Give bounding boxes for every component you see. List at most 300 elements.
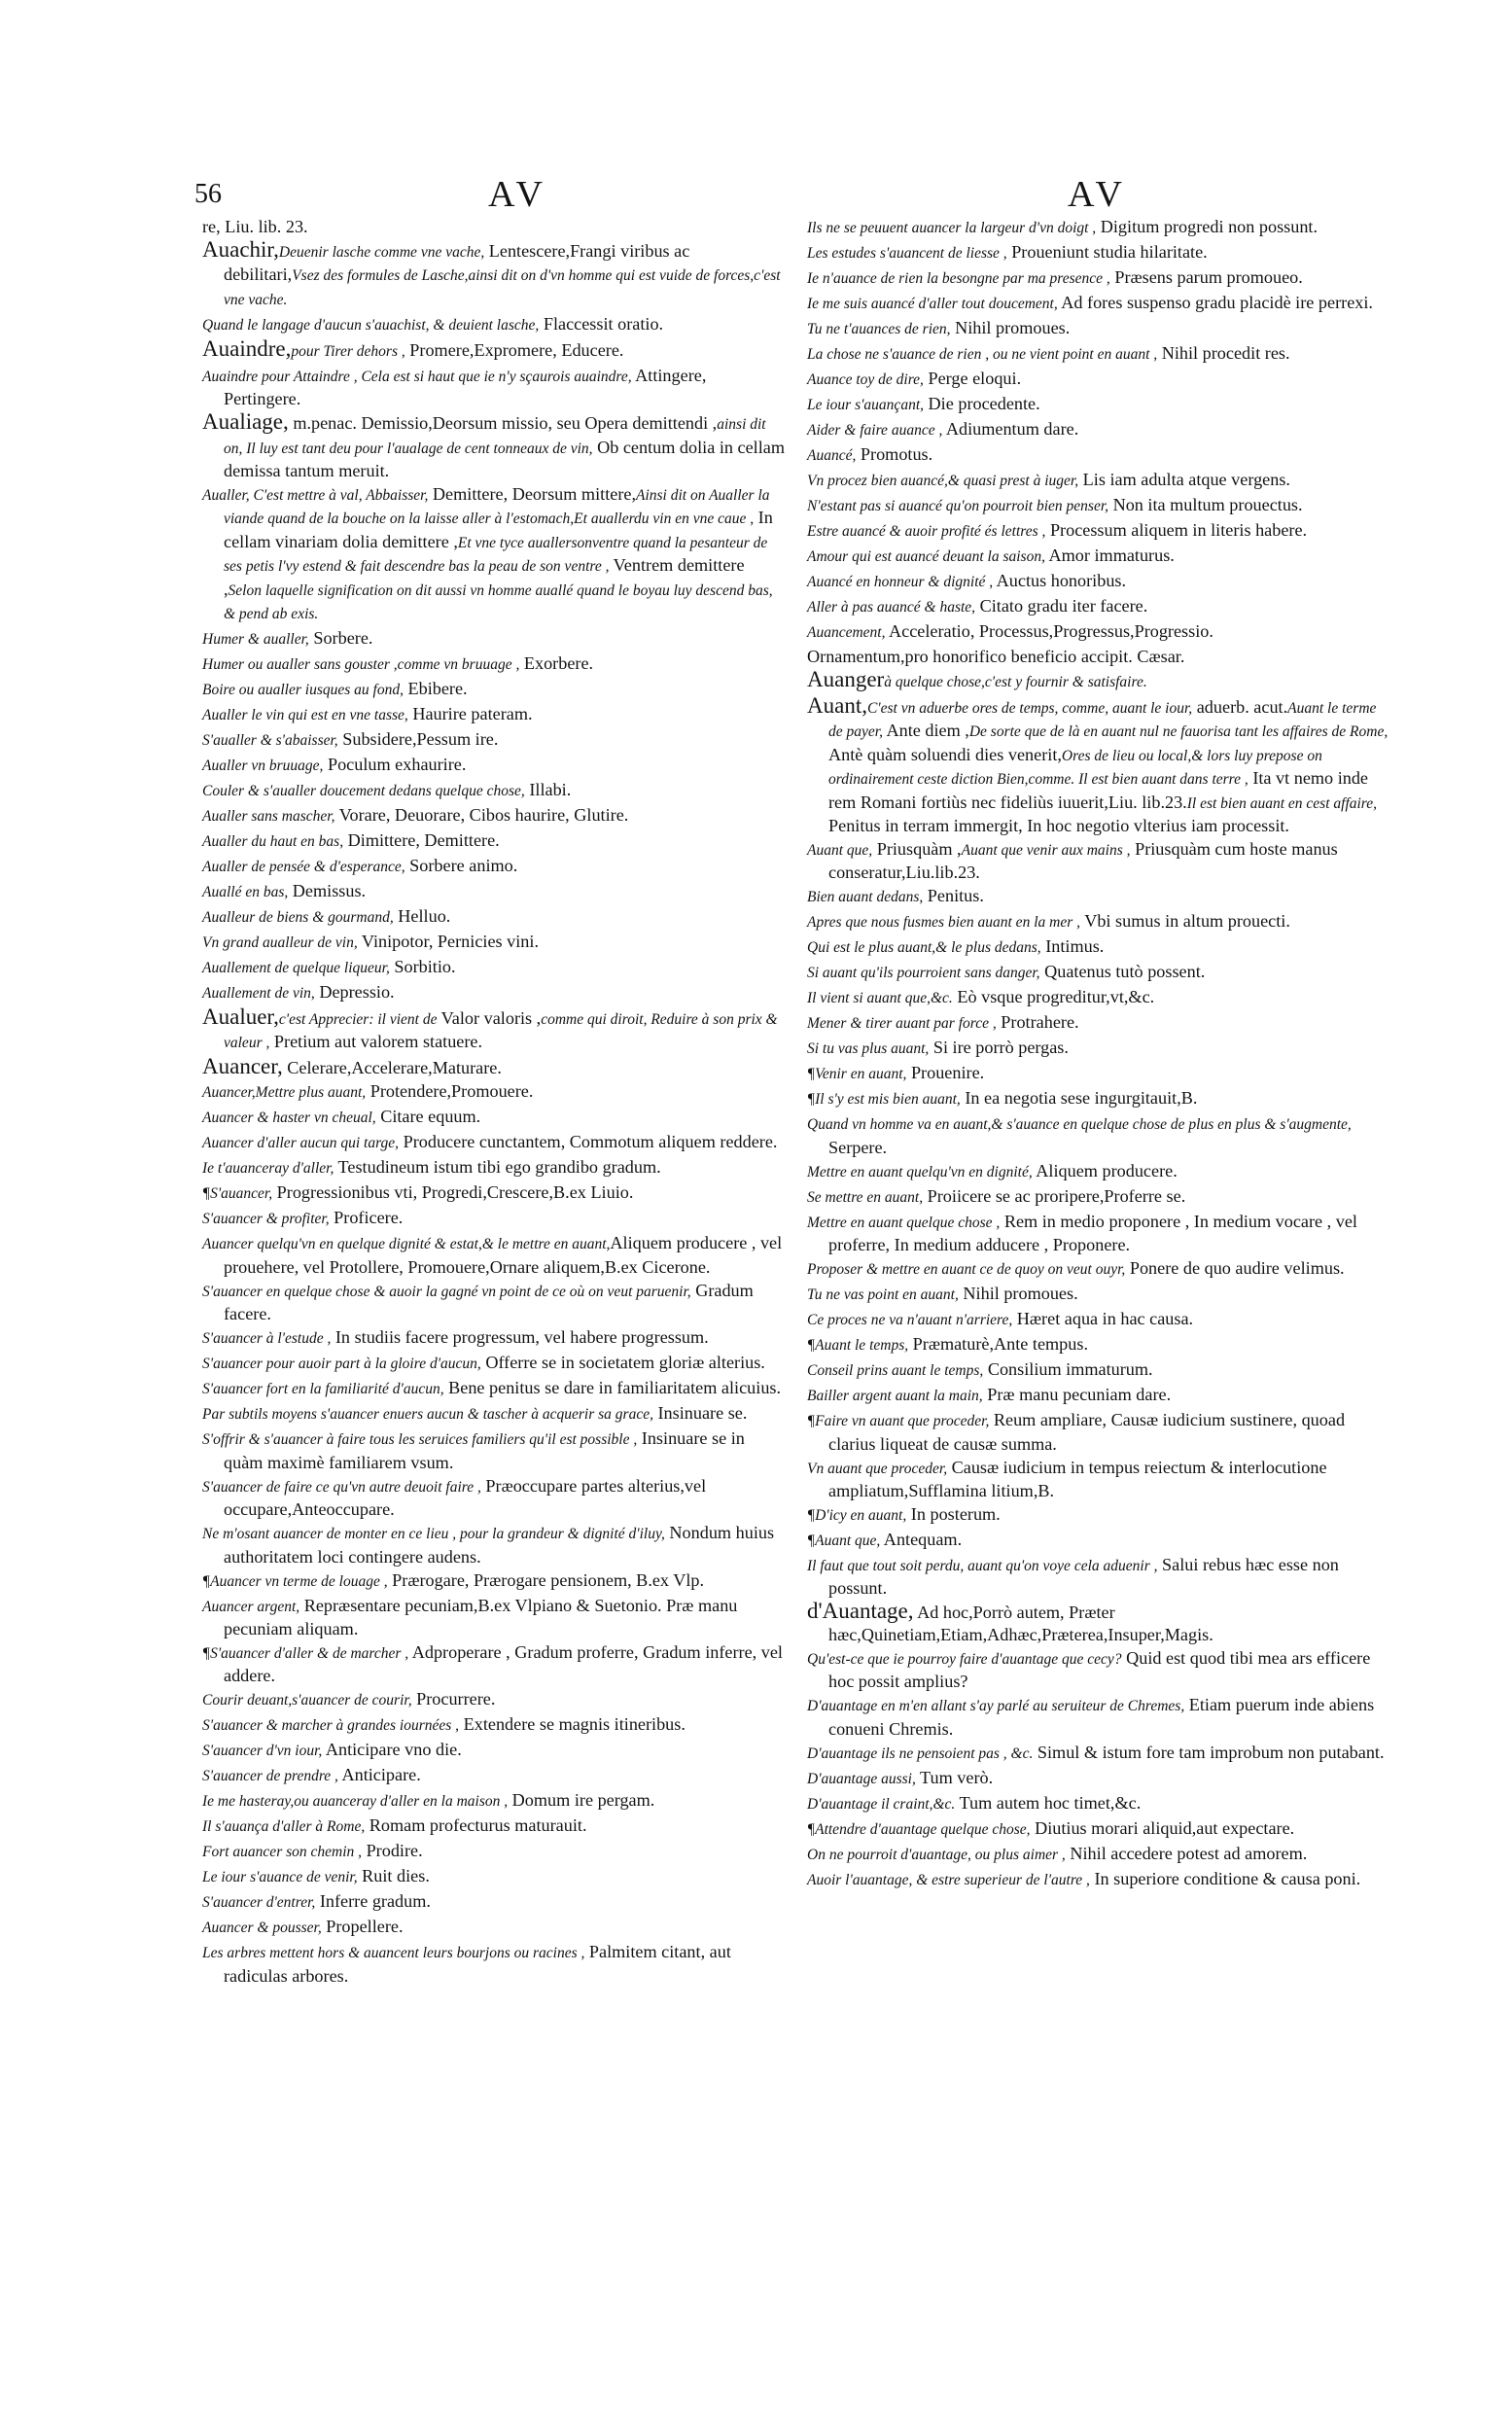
latin-equivalent: In superiore conditione & causa poni. [1089,1868,1361,1888]
dictionary-entry [202,1890,786,1914]
dictionary-entry [202,1739,786,1762]
french-gloss: D'auantage aussi, [807,1770,916,1787]
latin-equivalent: Citare equum. [375,1107,481,1127]
latin-equivalent: Adiumentum dare. [942,419,1079,439]
french-gloss: Auancer & pousser, [202,1920,322,1937]
french-gloss: Auancé, [807,447,857,464]
french-gloss: Conseil prins auant le temps, [807,1362,984,1380]
dictionary-entry [202,1280,786,1325]
latin-equivalent: Penitus. [923,886,984,906]
latin-equivalent: Causæ iudicium in tempus reiectum & interlocutione ampliatum,Sufflamina litium,B. [828,1457,1327,1501]
french-gloss: Ie n'auance de rien la besongne par ma presence , [807,270,1110,287]
dictionary-entry [202,956,786,979]
french-gloss: Auoir l'auantage, & estre superieur de l'autre , [807,1871,1090,1888]
french-gloss: ¶Auancer vn terme de louage , [202,1572,388,1590]
latin-equivalent: Testudineum istum tibi ego grandibo gradum. [334,1157,661,1178]
dictionary-entry [807,1457,1390,1502]
dictionary-entry [807,1160,1390,1183]
dictionary-entry [807,216,1390,239]
latin-equivalent: Protrahere. [996,1012,1079,1033]
dictionary-entry [202,1006,786,1055]
french-gloss: D'auantage ils ne pensoient pas , &c. [807,1744,1034,1762]
french-gloss: Humer ou aualler sans gouster ,comme vn bruuage , [202,656,520,674]
dictionary-entry [202,779,786,802]
french-gloss: Ores de lieu ou local,& lors luy prepose on ordinairement ceste diction Bien,comme. Il est bien auant dans terre , [828,747,1322,789]
latin-equivalent: Tum autem hoc timet,&c. [955,1792,1142,1813]
french-gloss: Il est bien auant en cest affaire, [1186,794,1378,812]
french-gloss: Aider & faire auance , [807,422,943,439]
dictionary-entry [807,1647,1390,1693]
dictionary-entry [202,880,786,903]
french-gloss: Courir deuant,s'auancer de courir, [202,1692,412,1709]
french-gloss: Amour qui est auancé deuant la saison, [807,548,1045,565]
dictionary-entry [807,1529,1390,1552]
french-gloss: Aualler, C'est mettre à val, Abbaisser, [202,487,429,505]
latin-equivalent: Ruit dies. [357,1866,430,1886]
latin-equivalent: Nihil procedit res. [1157,343,1290,363]
latin-equivalent: Auctus honoribus. [993,571,1127,590]
headword: Auanger [807,667,885,691]
dictionary-entry [807,646,1390,667]
french-gloss: Auancer argent, [202,1598,300,1615]
dictionary-entry [807,342,1390,366]
french-gloss: ¶Venir en auant, [807,1066,907,1083]
french-gloss: S'auancer de prendre , [202,1768,338,1785]
latin-equivalent: Penitus in terram immergit, [828,816,1023,836]
dictionary-entry [202,1814,786,1838]
dictionary-entry [202,855,786,878]
french-gloss: Auallement de quelque liqueur, [202,960,390,977]
latin-equivalent: Eò vsque progreditur,vt,&c. [952,987,1155,1007]
french-gloss: ¶S'auancer d'aller & de marcher , [202,1644,409,1662]
french-gloss: Et vne tyce auallersonventre quand la pesanteur de ses petis l'vy estend & fait descendre bas la peau de son ventre , [224,534,768,576]
dictionary-entry [807,1037,1390,1060]
latin-equivalent: Priusquàm cum hoste manus conseratur,Liu.lib.23. [828,839,1338,883]
latin-equivalent: Repræsentare pecuniam,B.ex Vlpiano & Suetonio. Præ manu pecuniam aliquam. [224,1595,738,1638]
french-gloss: Auancé en honneur & dignité , [807,574,994,590]
french-gloss: Auancer quelqu'vn en quelque dignité & estat,& le mettre en auant, [202,1236,611,1253]
latin-equivalent: Serpere. [828,1137,888,1157]
french-gloss: Auallement de vin, [202,985,315,1003]
dictionary-entry [807,695,1390,836]
french-gloss: ¶D'icy en auant, [807,1507,907,1525]
dictionary-entry [202,652,786,676]
french-gloss: Vn grand aualleur de vin, [202,934,358,952]
latin-equivalent: In ea negotia sese ingurgitauit,B. [960,1088,1198,1109]
dictionary-entry [202,1156,786,1180]
latin-equivalent: Vinipotor, Pernicies vini. [357,932,539,952]
french-gloss: Auant le terme de payer, [828,700,1377,741]
french-gloss: Se mettre en auant, [807,1188,924,1206]
french-gloss: ¶Attendre d'auantage quelque chose, [807,1820,1031,1838]
latin-equivalent: Romam profecturus maturauit. [365,1815,587,1836]
french-gloss: On ne pourroit d'auantage, ou plus aimer , [807,1846,1066,1863]
french-gloss: Aualler du haut en bas, [202,833,344,851]
french-gloss: Bailler argent auant la main, [807,1388,983,1405]
latin-equivalent: Flaccessit oratio. [539,313,664,334]
dictionary-entry [807,1358,1390,1382]
dictionary-entry [202,1056,786,1078]
french-gloss: S'auancer & marcher à grandes iournées , [202,1717,460,1735]
dictionary-entry [202,1595,786,1640]
latin-equivalent: Lentescere,Frangi viribus ac debilitari, [224,241,690,285]
french-gloss: Qui est le plus auant,& le plus dedans, [807,939,1041,957]
latin-equivalent: Progressionibus vti, Progredi,Crescere,B.ex Liuio. [272,1182,634,1203]
dictionary-entry [202,1106,786,1129]
dictionary-entry [807,1112,1390,1158]
dictionary-entry [807,266,1390,290]
left-column [202,216,786,1989]
french-gloss: Auant que venir aux mains , [961,842,1131,860]
french-gloss: Les estudes s'auancent de liesse , [807,245,1007,262]
french-gloss: La chose ne s'auance de rien , ou ne vient point en auant , [807,346,1158,363]
headword: Auaindre, [202,335,292,361]
french-gloss: Selon laquelle signification on dit aussi vn homme auallé quand le boyau luy descend bas, & pend ab exis. [224,581,773,623]
dictionary-entry [202,1713,786,1737]
dictionary-entry [202,1569,786,1593]
dictionary-entry [807,368,1390,391]
latin-equivalent: In hoc negotio vlterius iam processit. [1022,816,1289,836]
french-gloss: Qu'est-ce que ie pourroy faire d'auantage que cecy? [807,1650,1122,1668]
dictionary-entry [807,910,1390,934]
dictionary-entry [202,1641,786,1687]
latin-equivalent: Procurrere. [411,1689,496,1709]
latin-equivalent: Anticipare vno die. [322,1740,462,1760]
latin-equivalent: Simul & istum fore tam improbum non putabant. [1033,1742,1385,1762]
latin-equivalent: Ob centum dolia in cellam demissa tantum meruit. [224,437,786,481]
latin-equivalent: Nihil promoues. [958,1284,1078,1304]
french-gloss: Quand vn homme va en auant,& s'auance en quelque chose de plus en plus & s'augmente, [807,1116,1352,1134]
french-gloss: Tu ne t'auances de rien, [807,321,951,337]
dictionary-entry [202,1916,786,1939]
dictionary-entry [202,216,786,237]
latin-equivalent: Consilium immaturum. [983,1359,1153,1380]
french-gloss: Auaindre pour Attaindre , Cela est si haut que ie n'y sçaurois auaindre, [202,368,632,385]
dictionary-entry [807,241,1390,264]
french-gloss: Auancer,Mettre plus auant, [202,1084,367,1102]
french-gloss: Humer & aualler, [202,631,309,649]
french-gloss: Bien auant dedans, [807,889,924,906]
dictionary-entry [807,1792,1390,1815]
latin-equivalent: Ante diem , [882,721,969,741]
latin-equivalent: Palmitem citant, aut radiculas arbores. [224,1942,731,1986]
french-gloss: pour Tirer dehors , [291,342,405,360]
dictionary-entry [807,317,1390,340]
latin-equivalent: Demissus. [288,881,367,901]
dictionary-entry [202,829,786,853]
dictionary-entry [807,1868,1390,1891]
latin-equivalent: Extendere se magnis itineribus. [459,1714,686,1735]
latin-equivalent: Prærogare, Prærogare pensionem, B.ex Vlp. [387,1569,705,1590]
latin-equivalent: Si ire porrò pergas. [929,1038,1069,1058]
dictionary-entry [807,935,1390,959]
latin-equivalent: Pretium aut valorem statuere. [269,1032,483,1052]
dictionary-entry [807,1211,1390,1256]
dictionary-entry [807,1767,1390,1790]
dictionary-entry [202,905,786,929]
dictionary-entry [807,418,1390,441]
latin-equivalent: Helluo. [393,906,451,927]
dictionary-entry [807,1185,1390,1209]
french-gloss: S'auancer en quelque chose & auoir la gagné vn point de ce où on veut paruenir, [202,1283,691,1300]
dictionary-entry [807,469,1390,492]
latin-equivalent: Ventrem demittere , [224,555,745,599]
latin-equivalent: Processum aliquem in literis habere. [1045,520,1308,540]
dictionary-entry [807,443,1390,467]
dictionary-entry [202,931,786,954]
latin-equivalent: Domum ire pergam. [508,1790,655,1811]
french-gloss: Fort auancer son chemin , [202,1844,363,1861]
french-gloss: Apres que nous fusmes bien auant en la mer , [807,914,1080,932]
dictionary-entry [807,1011,1390,1035]
dictionary-entry [202,365,786,410]
latin-equivalent: Protendere,Promouere. [366,1081,534,1102]
latin-equivalent: Prouenire. [906,1063,985,1083]
dictionary-entry [807,570,1390,593]
latin-equivalent: re, Liu. lib. 23. [202,217,308,236]
latin-equivalent: Promere,Expromere, Educere. [404,339,624,360]
dictionary-entry [807,519,1390,543]
latin-equivalent: Ebibere. [403,679,468,699]
french-gloss: Estre auancé & auoir profité és lettres , [807,523,1046,540]
dictionary-entry [807,1283,1390,1306]
dictionary-entry [807,494,1390,517]
latin-equivalent: Amor immaturus. [1044,546,1175,565]
french-gloss: Si auant qu'ils pourroient sans danger, [807,965,1040,982]
latin-equivalent: Ita vt nemo inde rem Romani fortiùs nec fideliùs iuuerit,Liu. lib.23. [828,768,1369,812]
dictionary-entry [202,678,786,701]
latin-equivalent: Ad hoc,Porrò autem, Præter hæc,Quinetiam,Etiam,Adhæc,Præterea,Insuper,Magis. [828,1603,1213,1644]
french-gloss: Auancement, [807,624,886,641]
latin-equivalent: Reum ampliare, Causæ iudicium sustinere, quoad clarius liqueat de causæ summa. [828,1410,1346,1454]
latin-equivalent: Nondum huius authoritatem loci contingere audens. [224,1523,775,1567]
latin-equivalent: Sorbere animo. [404,856,518,876]
latin-equivalent: Etiam puerum inde abiens conueni Chremis. [828,1695,1375,1739]
french-gloss: Ils ne se peuuent auancer la largeur d'vn doigt , [807,220,1097,236]
french-gloss: Deuenir lasche comme vne vache, [278,244,485,261]
dictionary-entry [202,1522,786,1568]
latin-equivalent: Inferre gradum. [315,1891,431,1912]
latin-equivalent: Præoccupare partes alterius,vel occupare,Anteoccupare. [224,1475,707,1520]
dictionary-entry [807,1554,1390,1600]
latin-equivalent: In cellam vinariam dolia demittere , [224,508,773,551]
french-gloss: Ne m'osant auancer de monter en ce lieu , pour la grandeur & dignité d'iluy, [202,1526,665,1543]
french-gloss: Auance toy de dire, [807,371,924,388]
page-number: 56 [194,179,222,209]
latin-equivalent: Citato gradu iter facere. [975,596,1148,616]
dictionary-entry [202,627,786,651]
french-gloss: Les arbres mettent hors & auancent leurs bourjons ou racines , [202,1945,585,1962]
dictionary-entry [807,1384,1390,1407]
dictionary-entry [807,1409,1390,1455]
latin-equivalent: Ad fores suspenso gradu placidè ire perrexi. [1057,293,1373,312]
french-gloss: S'auancer de faire ce qu'vn autre deuoit faire , [202,1478,481,1496]
dictionary-entry [202,483,786,625]
latin-equivalent: Digitum progredi non possunt. [1096,217,1319,236]
dictionary-entry [202,1080,786,1104]
latin-equivalent: Quid est quod tibi mea ars efficere hoc possit amplius? [828,1647,1371,1692]
dictionary-entry [202,1232,786,1278]
latin-equivalent: Perge eloqui. [923,369,1022,388]
dictionary-entry [202,1475,786,1521]
french-gloss: à quelque chose,c'est y fournir & satisfaire. [884,674,1147,690]
french-gloss: Il vient si auant que,&c. [807,990,953,1007]
dictionary-entry [202,728,786,752]
french-gloss: Il faut que tout soit perdu, auant qu'on voye cela aduenir , [807,1558,1158,1575]
headword: Auancer, [202,1054,283,1079]
dictionary-entry [202,754,786,777]
french-gloss: Auant que, [807,842,873,860]
latin-equivalent: Valor valoris , [437,1008,542,1029]
french-gloss: ¶Faire vn auant que proceder, [807,1413,990,1430]
french-gloss: Mettre en auant quelque chose , [807,1214,1001,1231]
dictionary-entry [807,1308,1390,1331]
french-gloss: C'est vn aduerbe ores de temps, comme, auant le iour, [866,700,1193,717]
dictionary-entry [807,1257,1390,1281]
dictionary-entry [807,393,1390,416]
latin-equivalent: Bene penitus se dare in familiaritatem alicuius. [443,1378,782,1398]
french-gloss: Ce proces ne va n'auant n'arriere, [807,1312,1013,1329]
dictionary-entry [807,595,1390,618]
dictionary-entry [202,1181,786,1205]
french-gloss: Boire ou aualler iusques au fond, [202,682,404,699]
latin-equivalent: Insinuare se. [652,1403,748,1424]
latin-equivalent: Diutius morari aliquid,aut expectare. [1030,1817,1295,1838]
french-gloss: ainsi dit on, Il luy est tant deu pour l'aualage de cent tonneaux de vin, [224,416,766,457]
french-gloss: Mettre en auant quelqu'vn en dignité, [807,1163,1033,1180]
latin-equivalent: Vorare, Deuorare, Cibos haurire, Glutire. [334,805,629,826]
french-gloss: Auallé en bas, [202,884,289,901]
french-gloss: ¶Auant le temps, [807,1337,909,1355]
latin-equivalent: Demittere, Deorsum mittere, [428,484,636,505]
dictionary-entry [202,1326,786,1350]
dictionary-entry [807,1817,1390,1841]
latin-equivalent: In studiis facere progressum, vel habere progressum. [331,1327,709,1348]
french-gloss: D'auantage en m'en allant s'ay parlé au seruiteur de Chremes, [807,1698,1185,1715]
dictionary-entry [202,703,786,726]
french-gloss: Ie me hasteray,ou auanceray d'aller en la maison , [202,1793,509,1811]
french-gloss: De sorte que de là en auant nul ne fauorisa tant les affaires de Rome, [968,723,1389,741]
latin-equivalent: Anticipare. [337,1765,421,1785]
dictionary-entry [202,1941,786,1987]
dictionary-entry [807,1843,1390,1866]
latin-equivalent: Præmaturè,Ante tempus. [908,1334,1088,1355]
headword: Auachir, [202,237,279,262]
latin-equivalent: Die procedente. [924,394,1040,413]
dictionary-entry [807,1062,1390,1085]
french-gloss: Proposer & mettre en auant ce de quoy on veut ouyr, [807,1261,1126,1279]
latin-equivalent: Intimus. [1040,936,1105,957]
dictionary-entry [807,961,1390,984]
latin-equivalent: Producere cunctantem, Commotum aliquem reddere. [399,1132,778,1152]
page-header [194,173,1381,215]
dictionary-entry [202,335,786,363]
latin-equivalent: Subsidere,Pessum ire. [337,729,499,750]
french-gloss: ¶Auant que, [807,1533,881,1550]
dictionary-entry [202,1688,786,1711]
dictionary-entry [807,1503,1390,1527]
dictionary-entry [202,1402,786,1426]
dictionary-entry [807,1742,1390,1765]
french-gloss: Aualler sans mascher, [202,808,335,826]
dictionary-entry [202,981,786,1004]
latin-equivalent: Offerre se in societatem gloriæ alterius. [480,1353,765,1373]
dictionary-entry [807,885,1390,908]
running-head-right: AV [1068,174,1128,215]
dictionary-entry [202,1377,786,1400]
latin-equivalent: Haurire pateram. [407,704,533,724]
dictionary-entry [202,1207,786,1230]
latin-equivalent: m.penac. Demissio,Deorsum missio, seu Opera demittendi , [288,413,718,434]
latin-equivalent: Priusquàm , [872,839,962,860]
dictionary-entry [202,1427,786,1473]
latin-equivalent: Salui rebus hæc esse non possunt. [828,1555,1339,1599]
french-gloss: Mener & tirer auant par force , [807,1015,997,1033]
french-gloss: ¶Il s'y est mis bien auant, [807,1091,961,1109]
latin-equivalent: Non ita multum prouectus. [1108,495,1303,514]
french-gloss: c'est Apprecier: il vient de [278,1011,438,1029]
latin-equivalent: Nihil accedere potest ad amorem. [1065,1843,1308,1863]
latin-equivalent: Ponere de quo audire velimus. [1125,1258,1345,1279]
latin-equivalent: Aliquem producere , vel prouehere, vel Protollere, Promouere,Ornare aliquem,B.ex Cicerone. [224,1233,783,1277]
latin-equivalent: Præsens parum promoueo. [1109,267,1303,287]
latin-equivalent: Quatenus tutò possent. [1039,962,1206,982]
french-gloss: Vsez des formules de Lasche,ainsi dit on d'vn homme qui est vuide de forces,c'est vne vache. [224,267,781,308]
french-gloss: N'estant pas si auancé qu'on pourroit bien penser, [807,498,1109,514]
latin-equivalent: Acceleratio, Processus,Progressus,Progressio. [885,621,1213,641]
latin-equivalent: Adproperare , Gradum proferre, Gradum inferre, vel addere. [224,1641,783,1686]
french-gloss: S'auancer fort en la familiarité d'aucun, [202,1381,444,1398]
french-gloss: Couler & s'aualler doucement dedans quelque chose, [202,783,525,800]
french-gloss: Le iour s'auance de venir, [202,1869,358,1886]
headword: Aualiage, [202,409,289,435]
french-gloss: Aualler de pensée & d'esperance, [202,859,405,876]
latin-equivalent: Prodire. [362,1841,423,1861]
dictionary-entry [202,411,786,481]
latin-equivalent: Antè quàm soluendi dies venerit, [828,744,1062,764]
dictionary-entry [807,620,1390,644]
dictionary-entry [807,669,1390,693]
french-gloss: S'offrir & s'auancer à faire tous les seruices familiers qu'il est possible , [202,1431,638,1449]
running-head-left: AV [488,174,548,215]
dictionary-entry [202,804,786,828]
latin-equivalent: Aliquem producere. [1032,1160,1178,1180]
dictionary-entry [202,1764,786,1787]
french-gloss: Par subtils moyens s'auancer enuers aucun & tascher à acquerir sa grace, [202,1406,653,1424]
dictionary-entry [807,1694,1390,1740]
latin-equivalent: Celerare,Accelerare,Maturare. [282,1058,502,1078]
latin-equivalent: Antequam. [880,1530,963,1550]
french-gloss: S'auancer & profiter, [202,1211,330,1228]
french-gloss: Le iour s'auançant, [807,397,924,413]
latin-equivalent: aduerb. acut. [1192,697,1288,717]
french-gloss: S'auancer d'entrer, [202,1894,316,1912]
french-gloss: Ie t'auanceray d'aller, [202,1160,334,1178]
dictionary-entry [202,1789,786,1813]
headword: Auant, [807,693,867,718]
dictionary-entry [807,1087,1390,1110]
french-gloss: Vn auant que proceder, [807,1460,948,1477]
latin-equivalent: Depressio. [314,982,395,1003]
french-gloss: Aualler vn bruuage, [202,757,324,775]
headword: Aualuer, [202,1004,279,1030]
french-gloss: Ainsi dit on Aualler la viande quand de la bouche on la laisse aller à l'estomach,Et auallerdu vin en vne caue , [224,487,770,528]
french-gloss: Vn procez bien auancé,& quasi prest à iuger, [807,473,1079,489]
latin-equivalent: Proficere. [329,1208,404,1228]
latin-equivalent: Præ manu pecuniam dare. [982,1385,1172,1405]
latin-equivalent: Insinuare se in quàm maximè familiarem vsum. [224,1428,745,1472]
latin-equivalent: Exorbere. [519,653,594,674]
